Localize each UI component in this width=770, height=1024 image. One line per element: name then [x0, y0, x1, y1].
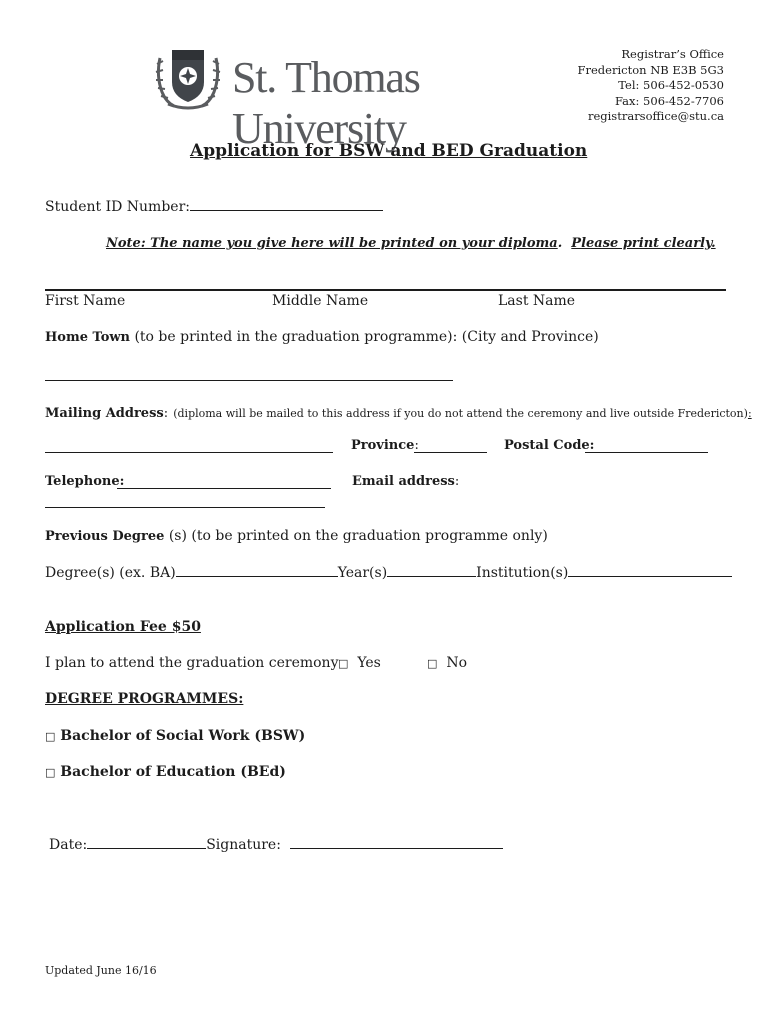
application-fee: Application Fee $50 — [45, 619, 201, 635]
email-field[interactable] — [45, 507, 325, 508]
bsw-checkbox[interactable]: □ — [45, 730, 56, 743]
office-tel: Tel: 506-452-0530 — [618, 78, 724, 92]
mailing-address-field[interactable] — [45, 452, 333, 453]
updated-footer: Updated June 16/16 — [45, 964, 157, 977]
programme-bed[interactable] — [45, 764, 286, 780]
previous-degree-row — [45, 528, 548, 544]
student-id-label: Student ID Number: — [45, 199, 190, 215]
mailing-address-row: Mailing Address: (diploma will be mailed to this address if you do not attend the ceremony and live outside Fredericton): — [45, 406, 752, 421]
mailing-address-tail: : — [747, 407, 752, 420]
attend-yes-option[interactable] — [338, 655, 381, 671]
province-colon: : — [414, 438, 419, 453]
home-town-desc: (to be printed in the graduation programme): (City and Province) — [134, 329, 599, 345]
previous-degree-label: Previous Degree — [45, 529, 165, 544]
office-email: registrarsoffice@stu.ca — [587, 109, 724, 123]
no-label: No — [446, 655, 467, 671]
name-field-line[interactable] — [45, 289, 726, 291]
note-text-2: Please print clearly. — [571, 236, 716, 251]
office-fax: Fax: 506-452-7706 — [614, 93, 724, 108]
email-colon: : — [454, 474, 460, 489]
crest-icon — [152, 46, 224, 110]
province-row — [351, 438, 419, 453]
programme-bsw[interactable] — [45, 728, 305, 744]
student-id-row — [45, 199, 383, 215]
home-town-row — [45, 329, 599, 345]
province-field[interactable] — [414, 452, 487, 453]
email-row — [352, 474, 459, 489]
page-title: Application for BSW and BED Graduation — [190, 141, 588, 161]
institution-label: Institution(s) — [476, 565, 569, 581]
degree-field[interactable] — [176, 565, 338, 577]
note-text: Note: The name you give here will be printed on your diploma — [106, 236, 558, 251]
date-label: Date: — [49, 837, 88, 853]
bsw-label: Bachelor of Social Work (BSW) — [60, 728, 306, 744]
office-address: Fredericton NB E3B 5G3 — [577, 62, 724, 77]
yes-checkbox[interactable]: □ — [338, 657, 349, 670]
mailing-address-desc: (diploma will be mailed to this address if you do not attend the ceremony and live outside Fredericton) — [173, 407, 748, 420]
year-label: Year(s) — [337, 565, 388, 581]
print-note — [106, 236, 716, 251]
province-label: Province — [351, 438, 415, 453]
degree-programmes-heading: DEGREE PROGRAMMES: — [45, 691, 244, 707]
note-separator: . — [557, 236, 563, 251]
degree-row — [45, 565, 732, 581]
signature-field[interactable] — [290, 837, 503, 849]
attend-no-option[interactable] — [427, 655, 467, 671]
postal-code-label: Postal Code: — [504, 438, 595, 453]
bed-checkbox[interactable]: □ — [45, 766, 56, 779]
telephone-field[interactable] — [117, 488, 331, 489]
telephone-label: Telephone: — [45, 474, 125, 489]
year-field[interactable] — [387, 565, 476, 577]
middle-name-label: Middle Name — [272, 293, 369, 309]
home-town-label: Home Town — [45, 330, 131, 345]
degree-label: Degree(s) (ex. BA) — [45, 565, 176, 581]
registrar-contact — [578, 47, 724, 125]
institution-field[interactable] — [568, 565, 732, 577]
signature-label: Signature: — [206, 837, 281, 853]
mailing-address-label: Mailing Address — [45, 406, 164, 421]
yes-label: Yes — [357, 655, 381, 671]
home-town-field[interactable] — [45, 380, 453, 381]
attend-label: I plan to attend the graduation ceremony — [45, 655, 339, 671]
student-id-field[interactable] — [190, 199, 383, 211]
previous-degree-desc: (s) (to be printed on the graduation programme only) — [168, 528, 548, 544]
email-label: Email address — [352, 474, 455, 489]
postal-code-field[interactable] — [585, 452, 708, 453]
first-name-label: First Name — [45, 293, 126, 309]
university-wordmark: St. Thomas University — [232, 53, 420, 153]
bed-label: Bachelor of Education (BEd) — [60, 764, 286, 780]
no-checkbox[interactable]: □ — [427, 657, 438, 670]
date-signature-row — [49, 837, 503, 853]
date-field[interactable] — [87, 837, 206, 849]
last-name-label: Last Name — [498, 293, 576, 309]
office-name: Registrar’s Office — [621, 47, 724, 61]
